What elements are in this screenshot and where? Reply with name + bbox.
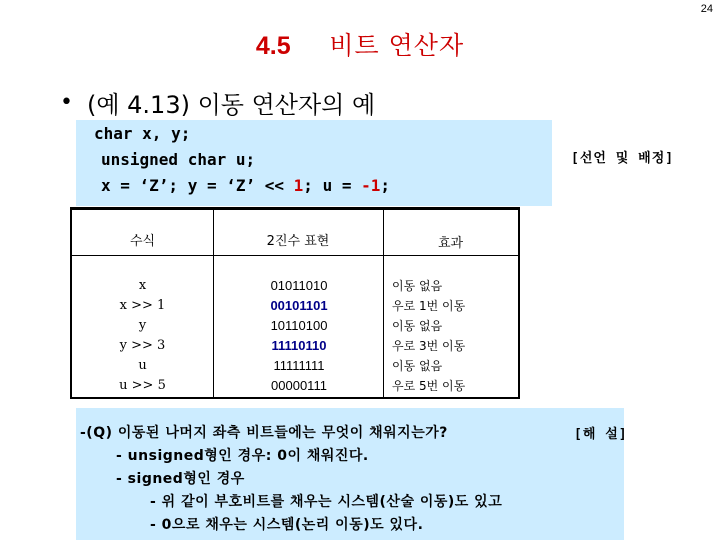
expression-cell: x >> 1 — [119, 298, 166, 313]
declaration-label: [선언 및 배정] — [571, 151, 675, 166]
page-number: 24 — [700, 3, 713, 15]
section-number: 4.5 — [255, 32, 291, 60]
binary-cell: 10110100 — [270, 318, 328, 333]
binary-cell: 01011010 — [270, 278, 328, 293]
code-negative-one: -1 — [361, 176, 381, 195]
effect-cell: 이동 없음 — [392, 279, 443, 293]
code-line-1: char x, y; — [94, 124, 191, 143]
effect-cell: 이동 없음 — [392, 319, 443, 333]
effect-cell: 우로 3번 이동 — [392, 339, 466, 353]
expression-cell: y >> 3 — [119, 338, 166, 353]
header-effect: 효과 — [437, 236, 464, 251]
note-item-unsigned: - unsigned형인 경우: 0이 채워진다. — [116, 448, 369, 464]
binary-cell: 11111111 — [273, 358, 325, 373]
section-name: 비트 연산자 — [329, 31, 465, 60]
expression-cell: y — [138, 318, 147, 333]
binary-cell-highlighted: 11110110 — [271, 338, 327, 353]
effect-column — [392, 276, 520, 396]
expression-column — [72, 276, 213, 396]
note-subitem-logical: - 0으로 채우는 시스템(논리 이동)도 있다. — [150, 517, 424, 533]
binary-cell: 00000111 — [271, 378, 327, 393]
code-line-2: unsigned char u; — [101, 150, 256, 169]
slide-title — [0, 26, 720, 62]
bullet-icon: • — [60, 90, 73, 115]
note-subitem-arithmetic: - 위 같이 부호비트를 채우는 시스템(산술 이동)도 있고 — [150, 494, 503, 510]
header-expression: 수식 — [129, 234, 156, 249]
binary-column — [215, 276, 383, 396]
expression-cell: u — [138, 358, 147, 373]
binary-cell-highlighted: 00101101 — [270, 298, 328, 313]
shift-table — [70, 207, 520, 399]
explanation-label: [해 설] — [574, 427, 628, 442]
code-shift-amount: 1 — [293, 176, 304, 195]
header-binary: 2진수 표현 — [266, 234, 330, 249]
note-question: -(Q) 이동된 나머지 좌측 비트들에는 무엇이 채워지는가? — [80, 425, 448, 441]
code-line-3-end: ; — [380, 176, 390, 195]
bullet-heading — [60, 85, 375, 120]
note-item-signed: - signed형인 경우 — [116, 471, 245, 487]
expression-cell: x — [138, 278, 147, 293]
expression-cell: u >> 5 — [119, 378, 166, 393]
effect-cell: 이동 없음 — [392, 359, 443, 373]
bullet-text: (예 4.13) 이동 연산자의 예 — [86, 91, 376, 119]
code-line-3-part-a: x = ‘Z’; y = ‘Z’ << — [101, 176, 294, 195]
code-line-3-part-b: ; u = — [303, 176, 362, 195]
effect-cell: 우로 1번 이동 — [392, 299, 466, 313]
effect-cell: 우로 5번 이동 — [392, 379, 466, 393]
code-line-3 — [101, 176, 390, 195]
